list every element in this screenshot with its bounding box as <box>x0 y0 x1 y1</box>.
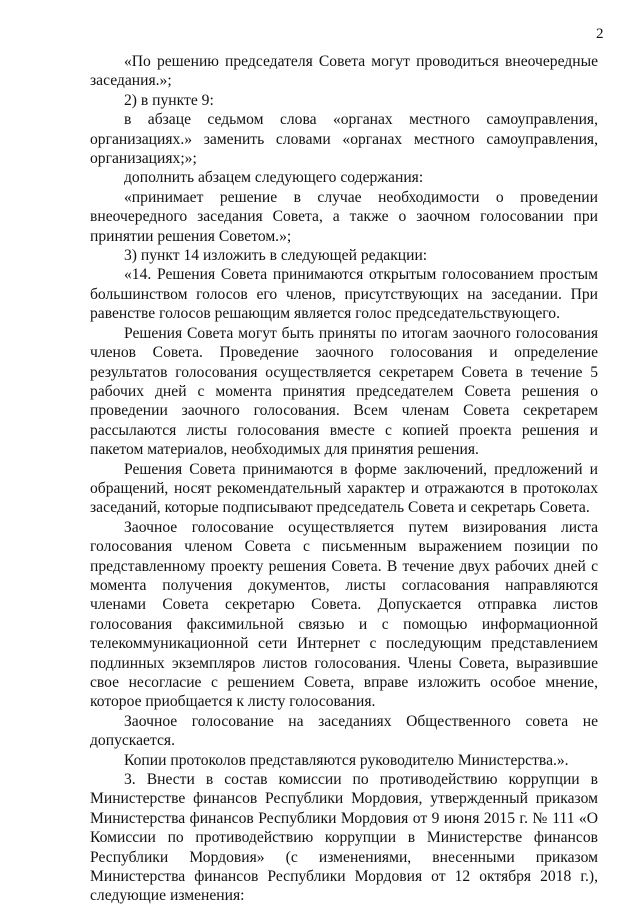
paragraph-10: Заочное голосование осуществляется путем визирования листа голосования членом Совета с письменным выражением позиции по представленному проекту решения Совета. В течение двух рабочих дней с момента получения документов, листы согласования направляются членами Совета секретарю Совета. Допускается отправка листов голосования факсимильной связью и с помощью информационной телекоммуникационной сети Интернет с последующим представлением подлинных экземпляров листов голосования. Члены Совета, выразившие свое несогласие с решением Совета, вправе изложить особое мнение, которое приобщается к листу голосования. <box>90 518 598 711</box>
paragraph-4: дополнить абзацем следующего содержания: <box>124 169 424 187</box>
paragraph-11: Заочное голосование на заседаниях Общественного совета не допускается. <box>90 712 598 750</box>
paragraph-8: Решения Совета могут быть приняты по итогам заочного голосования членов Совета. Проведение заочного голосования и определение результатов голосования осуществляется секретарем Совета в течение 5 рабочих дней с момента принятия председателем Совета решения о проведении заочного голосования. Всем членам Совета секретарем рассылаются листы голосования вместе с копией проекта решения и пакетом материалов, необходимых для принятия решения. <box>90 324 598 459</box>
paragraph-9: Решения Совета принимаются в форме заключений, предложений и обращений, носят рекомендательный характер и отражаются в протоколах заседаний, которые подписывают председатель Совета и секретарь Совета. <box>90 460 598 517</box>
paragraph-3: в абзаце седьмом слова «органах местного самоуправления, организациях.» заменить словами «органах местного самоуправления, организациях;»; <box>90 111 598 168</box>
paragraph-13: 3. Внести в состав комиссии по противодействию коррупции в Министерстве финансов Республики Мордовия, утвержденный приказом Министерства финансов Республики Мордовия от 9 июня 2015 г. № 111 «О Комиссии по противодействию коррупции в Министерстве финансов Республики Мордовия» (с изменениями, внесенными приказом Министерства финансов Республики Мордовия от 12 октября 2018 г.), следующие изменения: <box>90 771 598 905</box>
paragraph-6: 3) пункт 14 изложить в следующей редакции: <box>124 247 428 265</box>
paragraph-7: «14. Решения Совета принимаются открытым голосованием простым большинством голосов его членов, присутствующих на заседании. При равенстве голосов решающим является голос председательствующего. <box>90 266 598 323</box>
paragraph-2: 2) в пункте 9: <box>124 91 214 109</box>
page-number: 2 <box>596 26 604 42</box>
document-body <box>90 52 598 906</box>
paragraph-12: Копии протоколов представляются руководителю Министерства.». <box>124 751 569 769</box>
paragraph-5: «принимает решение в случае необходимости о проведении внеочередного заседания Совета, а также о заочном голосовании при принятии решения Советом.»; <box>90 188 598 245</box>
paragraph-1: «По решению председателя Совета могут проводиться внеочередные заседания.»; <box>90 53 598 90</box>
